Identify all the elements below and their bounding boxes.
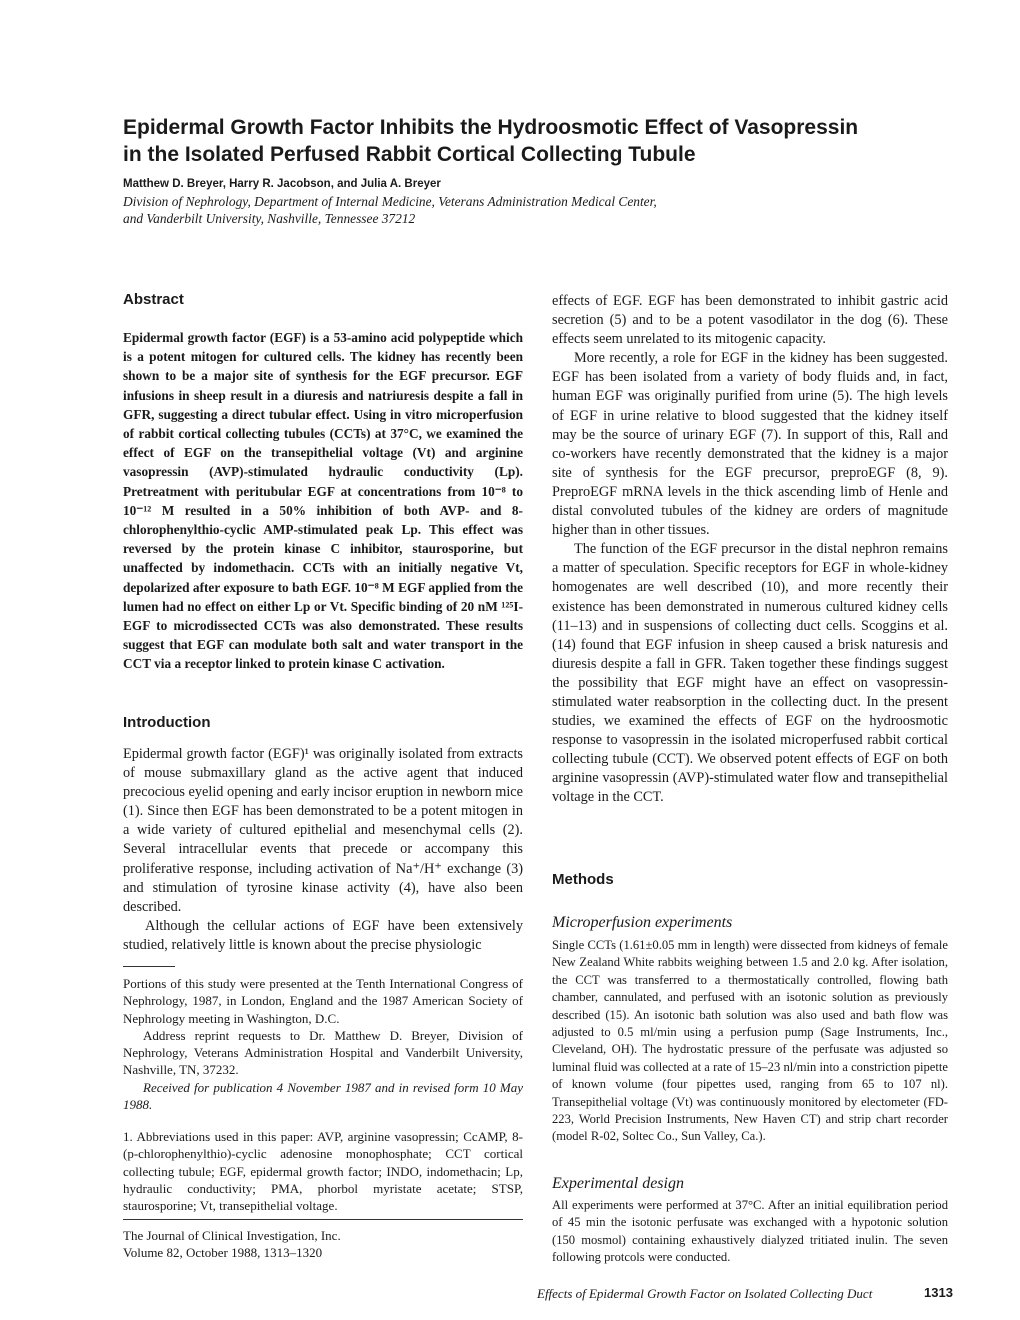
journal-name: The Journal of Clinical Investigation, Inc. (123, 1228, 341, 1243)
right-column-body (552, 292, 948, 808)
affiliation-line-2: and Vanderbilt University, Nashville, Tennessee 37212 (123, 211, 416, 226)
body-paragraph: More recently, a role for EGF in the kidney has been suggested. EGF has been isolated from a variety of body fluids and, in fact, human EGF was originally purified from urine (5). The high levels of EGF in urine relative to blood suggested that the kidney itself may be the source of urinary EGF (7). In support of this, Rall and co-workers have recently demonstrated that the kidney is a major site of synthesis for the EGF precursor, preproEGF (8, 9). PreproEGF mRNA levels in the thick ascending limb of Henle and distal convoluted tubules of the kidney are orders of magnitude higher than in other tissues. (552, 350, 948, 539)
introduction-body (123, 745, 523, 955)
body-paragraph: The function of the EGF precursor in the distal nephron remains a matter of speculation. Specific receptors for EGF in whole-kidney homogenates are well described (10), and more recently their existence has been demonstrated in numerous cultured kidney cells (11–13) and in suspensions of collecting duct cells. Scoggins et al. (14) found that EGF infusion in sheep caused a brisk naturesis and diuresis despite a fall in GFR. Taken together these findings suggest the possibility that EGF might have an effect on vasopressin-stimulated water reabsorption in the collecting duct. In the present studies, we examined the effects of EGF on the hydroosmotic response to vasopressin in the isolated microperfused rabbit cortical collecting tubule (CCT). We observed potent effects of EGF on both arginine vasopressin (AVP)-stimulated water flow and transepithelial voltage in the CCT. (552, 541, 948, 806)
intro-paragraph: Epidermal growth factor (EGF)¹ was originally isolated from extracts of mouse submaxillary gland as the active agent that induced precocious eyelid opening and early incisor eruption in newborn mice (1). Since then EGF has been demonstrated to be a potent mitogen in a wide variety of cultured epithelial and mesenchymal cells (2). Several intracellular events that precede or accompany this proliferative response, including activation of Na⁺/H⁺ exchange (3) and stimulation of tyrosine kinase activity (4), have also been described. (123, 746, 523, 915)
author-list: Matthew D. Breyer, Harry R. Jacobson, and Julia A. Breyer (123, 178, 441, 190)
affiliation-line-1: Division of Nephrology, Department of Internal Medicine, Veterans Administration Medical Center, (123, 194, 657, 209)
introduction-heading: Introduction (123, 714, 211, 731)
abstract-text: Epidermal growth factor (EGF) is a 53-amino acid polypeptide which is a potent mitogen for cultured cells. The kidney has recently been shown to be a major site of synthesis for the EGF precursor. EGF infusions in sheep result in a diuresis and natriuresis despite a fall in GFR, suggesting a direct tubular effect. Using in vitro microperfusion of rabbit cortical collecting tubules (CCTs) at 37°C, we examined the effect of EGF on the transepithelial voltage (Vt) and arginine vasopressin (AVP)-stimulated hydraulic conductivity (Lp). Pretreatment with peritubular EGF at concentrations from 10⁻⁸ to 10⁻¹² M resulted in a 50% inhibition of both AVP- and 8-chlorophenylthio-cyclic AMP-stimulated peak Lp. This effect was reversed by the protein kinase C inhibitor, staurosporine, but unaffected by indomethacin. CCTs with an initially negative Vt, depolarized after exposure to bath EGF. 10⁻⁸ M EGF applied from the lumen had no effect on either Lp or Vt. Specific binding of 20 nM ¹²⁵I-EGF to microdissected CCTs was also demonstrated. These results suggest that EGF can modulate both salt and water transport in the CCT via a receptor linked to protein kinase C activation. (123, 330, 523, 672)
page-number: 1313 (924, 1285, 953, 1300)
footnote-presentation: Portions of this study were presented at the Tenth International Congress of Nephrology, 1987, in London, England and the 1987 American Society of Nephrology meeting in Washington, D.C. (123, 976, 523, 1026)
affiliation (123, 193, 843, 227)
journal-divider (123, 1219, 523, 1220)
running-title: Effects of Epidermal Growth Factor on Isolated Collecting Duct (537, 1286, 873, 1301)
microperfusion-heading: Microperfusion experiments (552, 914, 733, 931)
intro-paragraph: Although the cellular actions of EGF have been extensively studied, relatively little is known about the precise physiologic (123, 917, 523, 953)
article-title (123, 114, 923, 168)
footnote-reprints: Address reprint requests to Dr. Matthew D. Breyer, Division of Nephrology, Veterans Administration Hospital and Vanderbilt University, Nashville, TN, 37232. (123, 1027, 523, 1078)
journal-info (123, 1227, 341, 1262)
microperfusion-text: Single CCTs (1.61±0.05 mm in length) were dissected from kidneys of female New Zealand White rabbits weighing between 1.5 and 2.0 kg. After isolation, the CCT was transferred to a thermostatically controlled, flowing bath chamber, cannulated, and perfused with an isotonic solution as previously described (15). An isotonic bath solution was also used and bath flow was adjusted to 0.5 ml/min using a perfusion pump (Sage Instruments, Inc., Cleveland, OH). The hydrostatic pressure of the perfusate was adjusted so luminal fluid was collected at a rate of 15–23 nl/min into a constriction pipette of known volume (four pipettes used, ranging from 65 to 107 nl). Transepithelial voltage (Vt) was continuously monitored by electometer (FD-223, World Precision Instruments, New Haven CT) and strip chart recorder (model R-02, Soltec Co., Sun Valley, Ca.). (552, 938, 948, 1144)
title-line-1: Epidermal Growth Factor Inhibits the Hydroosmotic Effect of Vasopressin (123, 116, 859, 139)
experimental-design-text: All experiments were performed at 37°C. After an initial equilibration period of 45 min the isotonic perfusate was exchanged with a hypotonic solution (150 mosmol) containing exhaustively dialyzed tritiated inulin. The seven following protcols were conducted. (552, 1198, 948, 1265)
footnotes (123, 975, 523, 1113)
body-paragraph: effects of EGF. EGF has been demonstrated to inhibit gastric acid secretion (5) and to be a potent vasodilator in the dog (6). These effects seem unrelated to its mitogenic capacity. (552, 293, 948, 348)
experimental-design-heading: Experimental design (552, 1175, 684, 1192)
abbreviations-footnote: 1. Abbreviations used in this paper: AVP, arginine vasopressin; CcAMP, 8-(p-chlorophenylthio)-cyclic adenosine monophosphate; CCT cortical collecting tubule; EGF, epidermal growth factor; INDO, indomethacin; Lp, hydraulic conductivity; PMA, phorbol myristate acetate; STSP, staurosporine; Vt, transepithelial voltage. (123, 1129, 523, 1214)
title-line-2: in the Isolated Perfused Rabbit Cortical Collecting Tubule (123, 143, 696, 166)
footnote-received: Received for publication 4 November 1987 and in revised form 10 May 1988. (123, 1079, 523, 1113)
journal-volume: Volume 82, October 1988, 1313–1320 (123, 1245, 323, 1261)
methods-heading: Methods (552, 871, 614, 888)
footnote-divider (123, 966, 175, 967)
abstract-heading: Abstract (123, 291, 184, 308)
